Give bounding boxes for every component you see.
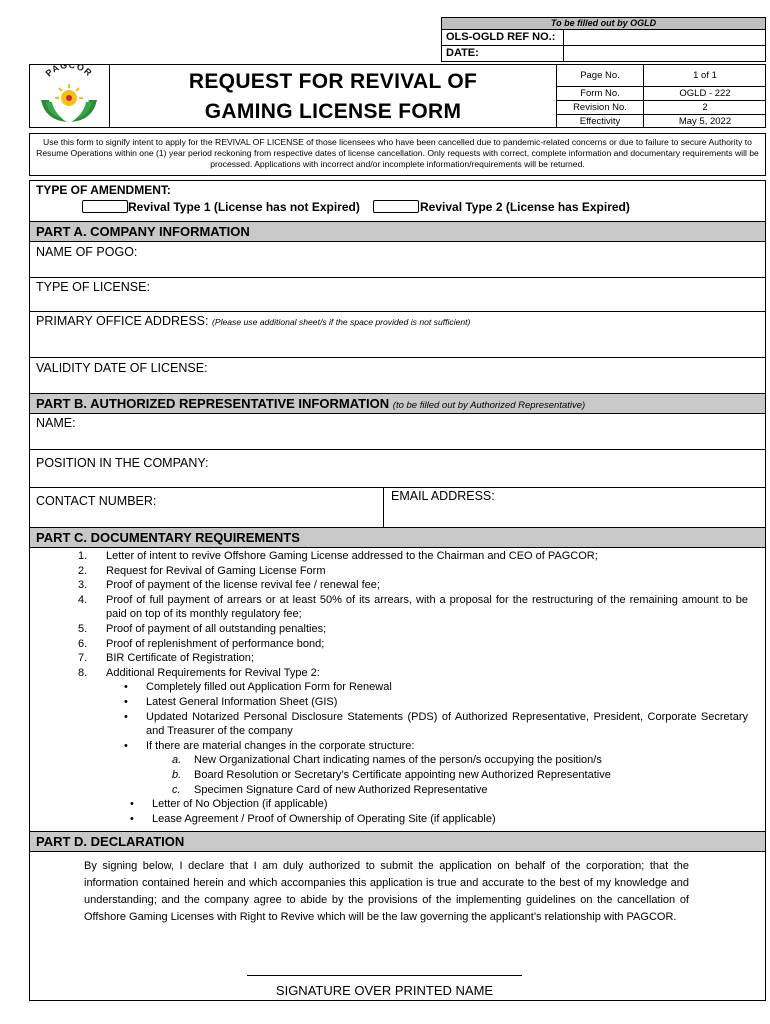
list-item: 7. BIR Certificate of Registration; <box>78 652 254 665</box>
list-item: 1. Letter of intent to revive Offshore Gaming License addressed to the Chairman and CEO of PAGCOR; <box>78 550 598 562</box>
divider <box>30 449 765 450</box>
list-item: 3. Proof of payment of the license revival fee / renewal fee; <box>78 579 380 592</box>
bullet-item: • Latest General Information Sheet (GIS) <box>124 695 338 708</box>
meta-label: Revision No. <box>557 101 644 115</box>
meta-value: 2 <box>644 101 767 115</box>
sub-item: c. Specimen Signature Card of new Authorized Representative <box>172 783 488 796</box>
bullet-item: • Letter of No Objection (if applicable) <box>130 798 328 811</box>
title-line-1: REQUEST FOR REVIVAL OF <box>188 70 478 93</box>
part-c-header <box>30 527 765 548</box>
divider <box>30 311 765 312</box>
list-item: 5. Proof of payment of all outstanding penalties; <box>78 622 327 635</box>
amendment-title: TYPE OF AMENDMENT: <box>36 183 171 197</box>
ogld-header: To be filled out by OGLD <box>442 18 765 30</box>
instructions: Use this form to signify intent to apply for the REVIVAL OF LICENSE of those licensees who have been cancelled due to pandemic-related concerns or due to failure to secure Authority to Resume Operations within one (1) year period reckoning from respective dates of license cancellation. Only requests with correct, complete information and documentary requirements will be processed. Applications with incorrect and/or incomplete information/requirements will be returned. <box>29 133 766 176</box>
title-line-2: GAMING LICENSE FORM <box>204 100 462 123</box>
revival-type-2-label: Revival Type 2 (License has Expired) <box>420 200 630 214</box>
meta-label: Page No. <box>557 64 644 87</box>
name-of-pogo-label: NAME OF POGO: <box>36 245 138 259</box>
revival-type-1-checkbox[interactable] <box>82 200 128 213</box>
type-of-license-label: TYPE OF LICENSE: <box>36 280 150 294</box>
declaration-text: By signing below, I declare that I am duly authorized to submit the application on behalf of the corporation; that the information contained herein and which accompanies this application is true and accurate to the best of my knowledge and understanding; and the company agree to abide by the provisions of the implementing guidelines on the cancellation of Offshore Gaming Licenses with Right to Revive which will be the law governing the applicant’s relationship with PAGCOR. <box>84 860 689 923</box>
sub-item: a. New Organizational Chart indicating names of the person/s occupying the position/s <box>172 754 602 767</box>
signature-label: SIGNATURE OVER PRINTED NAME <box>275 983 494 998</box>
bullet-icon: • <box>124 695 128 708</box>
part-b-note: (to be filled out by Authorized Representative) <box>392 400 586 411</box>
divider <box>383 487 384 527</box>
ogld-date-label: DATE: <box>442 46 564 61</box>
position-label: POSITION IN THE COMPANY: <box>36 456 209 470</box>
part-a-title: PART A. COMPANY INFORMATION <box>36 224 250 239</box>
divider <box>30 277 765 278</box>
ogld-ref-field[interactable] <box>564 30 765 45</box>
divider <box>30 357 765 358</box>
bullet-item: • Updated Notarized Personal Disclosure Statements (PDS) of Authorized Representative, President, Corporate Secretary and Treasurer of the company <box>124 710 748 738</box>
rep-name-label: NAME: <box>36 416 76 430</box>
meta-label: Form No. <box>557 87 644 101</box>
divider <box>30 487 765 488</box>
revival-type-2-checkbox[interactable] <box>373 200 419 213</box>
primary-office-label: PRIMARY OFFICE ADDRESS: <box>36 314 209 328</box>
validity-date-label: VALIDITY DATE OF LICENSE: <box>36 361 208 375</box>
list-item: 8. Additional Requirements for Revival Type 2: <box>78 666 320 679</box>
part-b-title: PART B. AUTHORIZED REPRESENTATIVE INFORMATION <box>36 396 390 411</box>
sub-item: b. Board Resolution or Secretary’s Certificate appointing new Authorized Representative <box>172 768 611 781</box>
primary-office-field <box>36 314 470 328</box>
meta-value: 1 of 1 <box>644 64 767 87</box>
primary-office-note: (Please use additional sheet/s if the space provided is not sufficient) <box>211 317 471 327</box>
meta-value: May 5, 2022 <box>644 115 767 128</box>
meta-label: Effectivity <box>557 115 644 128</box>
pagcor-logo <box>29 64 110 128</box>
signature-line[interactable] <box>247 975 522 976</box>
list-item: 2. Request for Revival of Gaming License Form <box>78 564 326 577</box>
ogld-date-field[interactable] <box>564 46 765 61</box>
bullet-icon: • <box>124 739 128 752</box>
bullet-item: • Completely filled out Application Form for Renewal <box>124 681 392 694</box>
bullet-icon: • <box>130 798 134 811</box>
svg-text:PAGCOR <box>44 64 95 79</box>
email-address-label: EMAIL ADDRESS: <box>391 489 495 503</box>
ogld-box <box>441 17 766 62</box>
list-item: 6. Proof of replenishment of performance bond; <box>78 637 325 650</box>
meta-value: OGLD - 222 <box>644 87 767 101</box>
part-a-header <box>30 221 765 242</box>
bullet-icon: • <box>130 812 134 825</box>
logo-text: PAGCOR <box>43 64 95 79</box>
part-d-header <box>30 831 765 852</box>
part-b-header <box>30 393 765 414</box>
part-c-title: PART C. DOCUMENTARY REQUIREMENTS <box>36 530 300 545</box>
form-meta-table <box>556 64 766 128</box>
bullet-icon: • <box>124 681 128 694</box>
form-title <box>110 64 556 128</box>
requirements-list <box>78 549 748 826</box>
ogld-ref-label: OLS-OGLD REF NO.: <box>442 30 564 45</box>
part-d-title: PART D. DECLARATION <box>36 834 185 849</box>
bullet-item: • Lease Agreement / Proof of Ownership of Operating Site (if applicable) <box>130 812 496 825</box>
bullet-item: • If there are material changes in the corporate structure: <box>124 739 415 752</box>
contact-number-label: CONTACT NUMBER: <box>36 494 157 508</box>
bullet-icon: • <box>124 710 128 723</box>
revival-type-1-label: Revival Type 1 (License has not Expired) <box>128 200 360 214</box>
list-item: 4. Proof of full payment of arrears or at least 50% of its arrears, with a proposal for the restructuring of the remaining amount to be paid on top of its monthly regulatory fee; <box>78 593 748 621</box>
